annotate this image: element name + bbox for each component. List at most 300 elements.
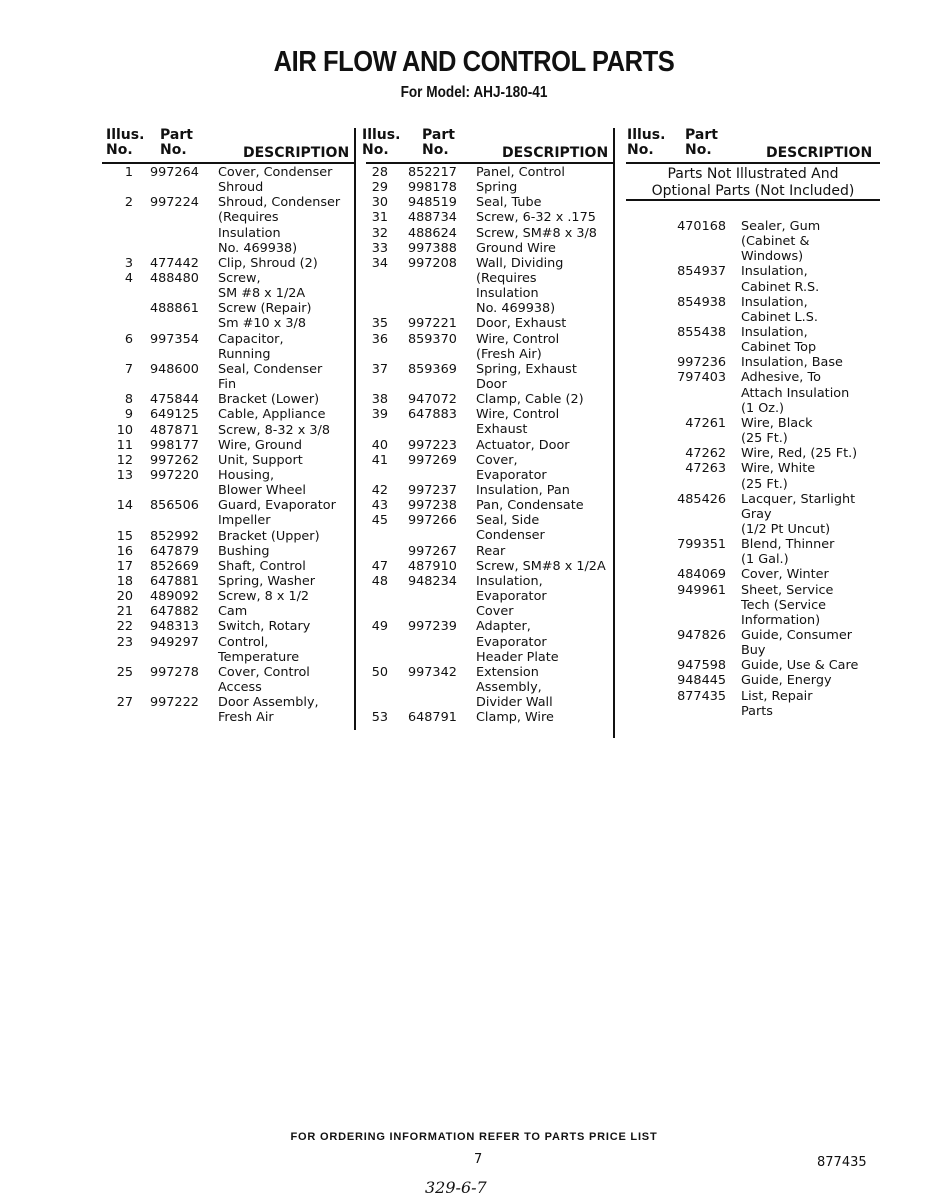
part-number: 489092 xyxy=(150,589,199,605)
description-line: Bushing xyxy=(218,543,270,559)
part-description xyxy=(218,301,312,331)
illus-number: 29 xyxy=(371,180,388,196)
description-line: Insulation, xyxy=(741,325,808,341)
illus-number: 25 xyxy=(116,664,133,680)
illus-number: 31 xyxy=(371,210,388,226)
illus-number: 40 xyxy=(371,437,388,453)
illus-number: 1 xyxy=(124,165,133,180)
illus-header: Illus. No. xyxy=(106,127,145,158)
part-description xyxy=(218,256,318,271)
part-description xyxy=(218,271,305,301)
header-rule xyxy=(626,162,880,164)
description-line: Guide, Use & Care xyxy=(741,658,859,674)
description-line: Capacitor, xyxy=(218,331,284,347)
part-number: 997220 xyxy=(150,467,199,483)
part-number: 948313 xyxy=(150,619,199,635)
description-line: No. 469938) xyxy=(476,301,556,317)
description-line: Rear xyxy=(476,543,506,559)
description-line: (25 Ft.) xyxy=(741,476,788,492)
part-description xyxy=(741,628,852,658)
description-line: Sheet, Service xyxy=(741,582,834,598)
part-number: 997237 xyxy=(408,483,457,499)
part-number: 947598 xyxy=(677,658,726,674)
part-description xyxy=(218,574,315,589)
part-number: 477442 xyxy=(150,255,199,271)
description-line: Wire, Control xyxy=(476,407,560,423)
description-line: Adapter, xyxy=(476,619,531,635)
description-line: Access xyxy=(218,679,262,695)
part-description xyxy=(741,416,813,446)
description-line: Condenser xyxy=(476,528,545,544)
part-description xyxy=(218,544,269,559)
description-line: Cover xyxy=(476,604,514,620)
description-line: Wire, White xyxy=(741,461,816,477)
description-header: DESCRIPTION xyxy=(766,145,873,161)
part-number: 647882 xyxy=(150,604,199,620)
description-line: Evaporator xyxy=(476,467,547,483)
part-number: 997224 xyxy=(150,195,199,211)
description-line: (Requires xyxy=(476,271,537,286)
part-description xyxy=(218,589,309,604)
part-description xyxy=(741,537,834,567)
part-description xyxy=(741,689,812,719)
part-description xyxy=(476,619,559,664)
illus-number: 8 xyxy=(124,392,133,408)
description-line: Adhesive, To xyxy=(741,370,821,386)
description-line: Housing, xyxy=(218,467,275,483)
description-line: Sm #10 x 3/8 xyxy=(218,316,306,332)
description-header: DESCRIPTION xyxy=(502,145,609,161)
description-line: Insulation, xyxy=(741,264,808,280)
part-description xyxy=(476,332,559,362)
description-line: Ground Wire xyxy=(476,240,556,256)
description-line: Impeller xyxy=(218,513,271,529)
illus-number: 41 xyxy=(371,452,388,468)
description-line: Wire, Control xyxy=(476,331,560,347)
document-number: 877435 xyxy=(817,1155,867,1170)
part-description xyxy=(218,195,340,256)
illus-number: 11 xyxy=(116,437,133,453)
description-line: Seal, Side xyxy=(476,513,540,529)
part-number: 998178 xyxy=(408,180,457,196)
illus-number: 3 xyxy=(124,255,133,271)
part-number: 997269 xyxy=(408,452,457,468)
description-line: Shaft, Control xyxy=(218,558,306,574)
part-description xyxy=(476,362,577,392)
part-number: 488480 xyxy=(150,271,199,287)
part-description xyxy=(218,559,306,574)
description-line: Pan, Condensate xyxy=(476,498,584,514)
description-line: Screw, xyxy=(218,271,261,287)
part-number: 852992 xyxy=(150,528,199,544)
illus-number: 35 xyxy=(371,316,388,332)
description-line: Divider Wall xyxy=(476,695,553,711)
description-line: SM #8 x 1/2A xyxy=(218,286,306,302)
part-number: 47262 xyxy=(685,446,726,462)
illus-number: 49 xyxy=(371,619,388,635)
part-number: 859370 xyxy=(408,331,457,347)
part-number: 488734 xyxy=(408,210,457,226)
description-line: Temperature xyxy=(218,649,300,665)
illus-number: 33 xyxy=(371,240,388,256)
description-line: Cabinet L.S. xyxy=(741,309,818,325)
illus-number: 10 xyxy=(116,422,133,438)
part-number: 488624 xyxy=(408,225,457,241)
part-description xyxy=(218,498,336,528)
part-number: 877435 xyxy=(677,688,726,704)
description-line: Cover, Winter xyxy=(741,567,829,583)
illus-header: Illus. No. xyxy=(627,127,666,158)
part-description xyxy=(476,498,584,513)
illus-number: 12 xyxy=(116,452,133,468)
handwritten-note: 329-6-7 xyxy=(425,1178,487,1197)
description-line: (Requires xyxy=(218,210,279,226)
description-line: Fresh Air xyxy=(218,710,274,726)
part-header: Part No. xyxy=(160,127,193,158)
description-line: Extension xyxy=(476,664,539,680)
description-line: Shroud, Condenser xyxy=(218,195,341,211)
illus-number: 13 xyxy=(116,467,133,483)
description-line: Wire, Red, (25 Ft.) xyxy=(741,446,858,462)
part-number: 475844 xyxy=(150,392,199,408)
description-line: Assembly, xyxy=(476,679,542,695)
illus-number: 2 xyxy=(124,195,133,211)
part-number: 997223 xyxy=(408,437,457,453)
description-line: Insulation, xyxy=(741,294,808,310)
part-description xyxy=(218,529,320,544)
description-line: (Fresh Air) xyxy=(476,346,542,362)
part-description xyxy=(741,370,849,415)
part-description xyxy=(218,407,325,422)
part-description xyxy=(476,483,570,498)
description-line: Cabinet Top xyxy=(741,340,817,356)
part-description xyxy=(218,362,322,392)
part-number: 487910 xyxy=(408,558,457,574)
description-line: Clip, Shroud (2) xyxy=(218,255,318,271)
part-description xyxy=(741,658,858,673)
illus-number: 21 xyxy=(116,604,133,620)
description-line: Spring, Washer xyxy=(218,573,316,589)
description-line: Gray xyxy=(741,506,772,522)
part-number: 949297 xyxy=(150,634,199,650)
part-number: 852217 xyxy=(408,165,457,180)
part-description xyxy=(741,325,816,355)
illus-number: 28 xyxy=(371,165,388,180)
page-number: 7 xyxy=(474,1152,483,1167)
part-number: 997222 xyxy=(150,695,199,711)
part-number: 648791 xyxy=(408,710,457,726)
illus-number: 27 xyxy=(116,695,133,711)
description-line: (1/2 Pt Uncut) xyxy=(741,521,831,537)
part-number: 997278 xyxy=(150,664,199,680)
description-line: Guard, Evaporator xyxy=(218,498,336,514)
part-number: 997238 xyxy=(408,498,457,514)
part-description xyxy=(218,332,284,362)
description-line: Exhaust xyxy=(476,422,528,438)
description-line: Cover, xyxy=(476,452,518,468)
part-number: 856506 xyxy=(150,498,199,514)
description-line: Buy xyxy=(741,643,766,659)
part-number: 855438 xyxy=(677,325,726,341)
part-number: 947072 xyxy=(408,392,457,408)
part-number: 948234 xyxy=(408,573,457,589)
part-description xyxy=(476,226,597,241)
part-number: 997264 xyxy=(150,165,199,180)
description-line: Actuator, Door xyxy=(476,437,570,453)
illus-number: 7 xyxy=(124,361,133,377)
illus-number: 42 xyxy=(371,483,388,499)
illus-number: 22 xyxy=(116,619,133,635)
part-number: 997267 xyxy=(408,543,457,559)
part-number: 997208 xyxy=(408,255,457,271)
part-description xyxy=(476,710,554,725)
part-description xyxy=(476,544,505,559)
part-description xyxy=(476,438,570,453)
part-number: 47261 xyxy=(685,415,726,431)
description-line: Attach Insulation xyxy=(741,385,850,401)
part-description xyxy=(476,210,596,225)
description-line: Clamp, Wire xyxy=(476,710,554,726)
model-subtitle: For Model: AHJ-180-41 xyxy=(400,84,548,101)
ordering-footer: FOR ORDERING INFORMATION REFER TO PARTS PRICE LIST xyxy=(290,1131,658,1143)
description-line: Sealer, Gum xyxy=(741,219,821,234)
illus-number: 14 xyxy=(116,498,133,514)
description-line: Screw, 8-32 x 3/8 xyxy=(218,422,330,438)
illus-number: 53 xyxy=(371,710,388,726)
illus-number: 43 xyxy=(371,498,388,514)
illus-number: 32 xyxy=(371,225,388,241)
illus-number: 47 xyxy=(371,558,388,574)
part-number: 854938 xyxy=(677,294,726,310)
part-header: Part No. xyxy=(685,127,718,158)
part-number: 997342 xyxy=(408,664,457,680)
description-line: Insulation, xyxy=(476,573,543,589)
part-number: 852669 xyxy=(150,558,199,574)
description-line: Seal, Condenser xyxy=(218,361,323,377)
illus-number: 30 xyxy=(371,195,388,211)
illus-number: 50 xyxy=(371,664,388,680)
description-line: Cabinet R.S. xyxy=(741,279,820,295)
part-description xyxy=(741,355,843,370)
description-line: Evaporator xyxy=(476,589,547,605)
description-line: Lacquer, Starlight xyxy=(741,491,856,507)
description-line: Insulation xyxy=(218,225,281,241)
part-description xyxy=(218,619,310,634)
description-line: Windows) xyxy=(741,249,804,265)
part-description xyxy=(741,673,832,688)
description-line: Bracket (Upper) xyxy=(218,528,320,544)
part-description xyxy=(476,316,566,331)
part-description xyxy=(218,453,303,468)
description-line: Insulation, Base xyxy=(741,355,843,371)
part-description xyxy=(476,180,517,195)
description-line: Cable, Appliance xyxy=(218,407,326,423)
illus-number: 38 xyxy=(371,392,388,408)
description-line: Wire, Black xyxy=(741,415,813,431)
part-number: 948445 xyxy=(677,673,726,689)
description-line: Information) xyxy=(741,612,821,628)
description-line: Switch, Rotary xyxy=(218,619,311,635)
description-line: No. 469938) xyxy=(218,240,298,256)
part-number: 997221 xyxy=(408,316,457,332)
illus-number: 17 xyxy=(116,558,133,574)
part-number: 998177 xyxy=(150,437,199,453)
description-line: Cam xyxy=(218,604,248,620)
illus-number: 39 xyxy=(371,407,388,423)
column-divider xyxy=(613,128,615,738)
description-line: Spring, Exhaust xyxy=(476,361,577,377)
part-description xyxy=(476,256,563,317)
description-line: Fin xyxy=(218,377,237,393)
illus-number: 6 xyxy=(124,331,133,347)
description-line: Insulation xyxy=(476,286,539,302)
part-description xyxy=(476,574,547,619)
part-description xyxy=(476,513,545,543)
description-line: Guide, Energy xyxy=(741,673,832,689)
description-line: Door xyxy=(476,377,507,393)
description-line: Screw, SM#8 x 3/8 xyxy=(476,225,597,241)
part-number: 949961 xyxy=(677,582,726,598)
description-line: (Cabinet & xyxy=(741,234,810,250)
part-description xyxy=(218,165,332,195)
description-line: Door Assembly, xyxy=(218,695,319,711)
description-line: Parts xyxy=(741,703,773,719)
part-number: 997388 xyxy=(408,240,457,256)
part-description xyxy=(218,468,306,498)
illus-number: 23 xyxy=(116,634,133,650)
part-number: 647881 xyxy=(150,573,199,589)
part-number: 484069 xyxy=(677,567,726,583)
part-description xyxy=(741,583,833,628)
part-description xyxy=(476,165,565,180)
part-description xyxy=(741,446,857,461)
part-number: 948600 xyxy=(150,361,199,377)
part-number: 797403 xyxy=(677,370,726,386)
part-number: 647879 xyxy=(150,543,199,559)
illus-number: 18 xyxy=(116,573,133,589)
description-line: Header Plate xyxy=(476,649,559,665)
illus-number: 20 xyxy=(116,589,133,605)
description-line: (1 Oz.) xyxy=(741,400,785,416)
part-number: 997354 xyxy=(150,331,199,347)
description-line: Seal, Tube xyxy=(476,195,542,211)
description-line: Spring xyxy=(476,180,518,196)
note-rule xyxy=(626,199,880,201)
illus-number: 15 xyxy=(116,528,133,544)
description-header: DESCRIPTION xyxy=(243,145,350,161)
part-number: 997236 xyxy=(677,355,726,371)
illus-number: 9 xyxy=(124,407,133,423)
description-line: (25 Ft.) xyxy=(741,431,788,447)
not-illustrated-note: Parts Not Illustrated And Optional Parts (Not Included) xyxy=(651,166,855,199)
description-line: Cover, Control xyxy=(218,664,310,680)
part-description xyxy=(218,695,319,725)
part-description xyxy=(476,453,547,483)
description-line: Blend, Thinner xyxy=(741,537,835,553)
part-description xyxy=(218,438,302,453)
description-line: Guide, Consumer xyxy=(741,627,852,643)
illus-number: 34 xyxy=(371,255,388,271)
description-line: Wire, Ground xyxy=(218,437,302,453)
description-line: List, Repair xyxy=(741,688,813,704)
description-line: Unit, Support xyxy=(218,452,303,468)
part-description xyxy=(476,559,606,574)
part-description xyxy=(218,423,330,438)
description-line: Cover, Condenser xyxy=(218,165,333,180)
description-line: Control, xyxy=(218,634,269,650)
description-line: Screw, 8 x 1/2 xyxy=(218,589,310,605)
description-line: Panel, Control xyxy=(476,165,565,180)
part-number: 854937 xyxy=(677,264,726,280)
part-number: 647883 xyxy=(408,407,457,423)
part-description xyxy=(741,219,820,264)
description-line: Bracket (Lower) xyxy=(218,392,320,408)
description-line: Clamp, Cable (2) xyxy=(476,392,584,408)
part-description xyxy=(476,241,556,256)
header-rule xyxy=(366,162,614,164)
part-description xyxy=(741,264,819,294)
part-description xyxy=(476,407,559,437)
illus-number: 36 xyxy=(371,331,388,347)
description-line: Screw (Repair) xyxy=(218,301,312,317)
description-line: Shroud xyxy=(218,180,264,196)
part-description xyxy=(218,392,319,407)
part-number: 488861 xyxy=(150,301,199,317)
part-description xyxy=(741,492,855,537)
part-number: 47263 xyxy=(685,461,726,477)
illus-header: Illus. No. xyxy=(362,127,401,158)
description-line: (1 Gal.) xyxy=(741,552,789,568)
part-number: 947826 xyxy=(677,627,726,643)
description-line: Insulation, Pan xyxy=(476,483,570,499)
part-number: 799351 xyxy=(677,537,726,553)
part-header: Part No. xyxy=(422,127,455,158)
part-description xyxy=(741,567,829,582)
illus-number: 37 xyxy=(371,361,388,377)
header-rule xyxy=(102,162,355,164)
illus-number: 4 xyxy=(124,271,133,287)
description-line: Wall, Dividing xyxy=(476,255,564,271)
part-number: 470168 xyxy=(677,219,726,234)
description-line: Running xyxy=(218,346,271,362)
illus-number: 45 xyxy=(371,513,388,529)
description-line: Screw, 6-32 x .175 xyxy=(476,210,596,226)
part-description xyxy=(476,392,584,407)
part-number: 649125 xyxy=(150,407,199,423)
illus-number: 16 xyxy=(116,543,133,559)
description-line: Blower Wheel xyxy=(218,483,306,499)
part-number: 859369 xyxy=(408,361,457,377)
part-number: 997239 xyxy=(408,619,457,635)
description-line: Evaporator xyxy=(476,634,547,650)
part-description xyxy=(218,635,299,665)
part-number: 487871 xyxy=(150,422,199,438)
illus-number: 48 xyxy=(371,573,388,589)
part-description xyxy=(218,604,247,619)
part-description xyxy=(218,665,310,695)
part-number: 997266 xyxy=(408,513,457,529)
part-number: 997262 xyxy=(150,452,199,468)
part-number: 485426 xyxy=(677,491,726,507)
page-title: AIR FLOW AND CONTROL PARTS xyxy=(273,46,675,78)
part-description xyxy=(741,461,815,491)
part-number: 948519 xyxy=(408,195,457,211)
part-description xyxy=(741,295,818,325)
part-description xyxy=(476,195,542,210)
description-line: Door, Exhaust xyxy=(476,316,567,332)
part-description xyxy=(476,665,553,710)
description-line: Screw, SM#8 x 1/2A xyxy=(476,558,606,574)
